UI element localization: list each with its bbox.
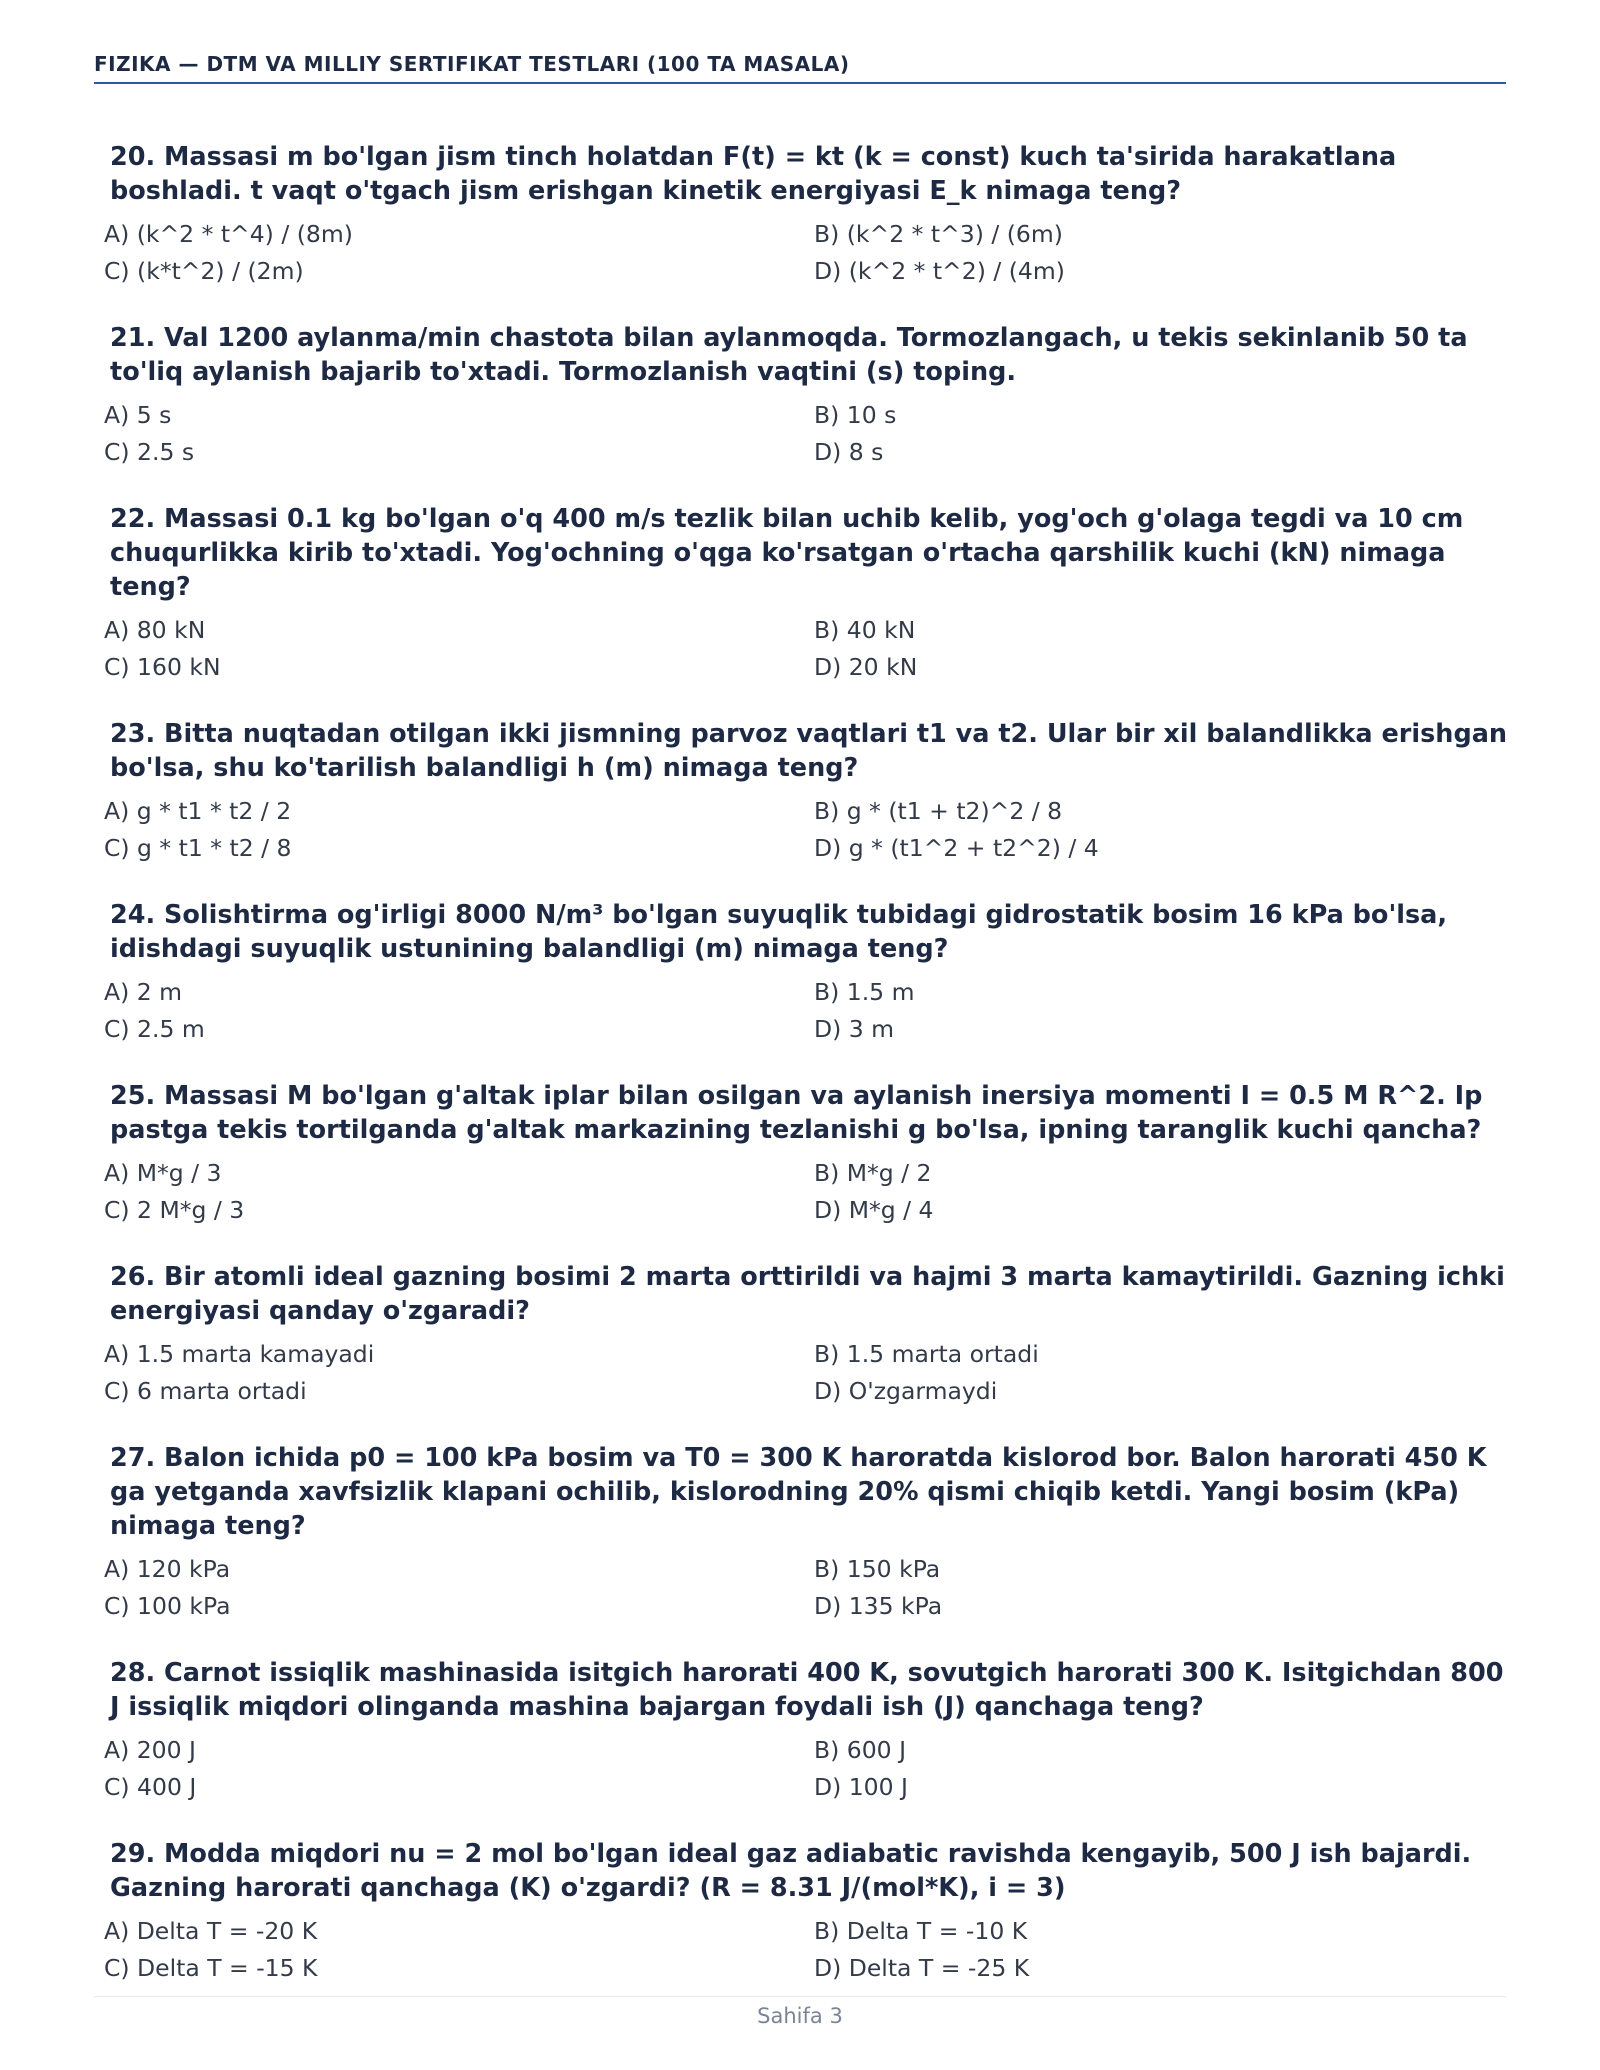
- option-a: A) Delta T = -20 K: [104, 1917, 318, 1945]
- option-d: D) M*g / 4: [814, 1195, 934, 1224]
- option-d: D) 8 s: [814, 437, 884, 466]
- question-text: 23. Bitta nuqtadan otilgan ikki jismning parvoz vaqtlari t1 va t2. Ular bir xil balandlikka erishgan bo'lsa, shu ko'tarilish balandligi h (m) nimaga teng?: [110, 719, 1508, 783]
- option-d: D) 135 kPa: [814, 1591, 943, 1620]
- answer-options: [104, 1551, 1504, 1624]
- option-b: B) 40 kN: [814, 616, 916, 644]
- answer-options: [104, 397, 1504, 470]
- answer-options: [104, 1913, 1504, 1986]
- question-text: 24. Solishtirma og'irligi 8000 N/m³ bo'lgan suyuqlik tubidagi gidrostatik bosim 16 kPa bo'lsa, idishdagi suyuqlik ustunining balandligi (m) nimaga teng?: [110, 900, 1448, 964]
- question-text: 21. Val 1200 aylanma/min chastota bilan aylanmoqda. Tormozlangach, u tekis sekinlanib 50 ta to'liq aylanish bajarib to'xtadi. Tormozlanish vaqtini (s) toping.: [110, 323, 1468, 387]
- question-text: 20. Massasi m bo'lgan jism tinch holatdan F(t) = kt (k = const) kuch ta'sirida harakatlana boshladi. t vaqt o'tgach jism erishgan kinetik energiyasi E_k nimaga teng?: [110, 142, 1397, 206]
- option-b: B) 10 s: [814, 401, 897, 429]
- answer-options: [104, 1732, 1504, 1805]
- footer-divider: [94, 1996, 1506, 1997]
- question-20: [104, 140, 1504, 289]
- option-a: A) 1.5 marta kamayadi: [104, 1340, 375, 1368]
- option-d: D) O'zgarmaydi: [814, 1376, 998, 1405]
- option-d: D) 3 m: [814, 1014, 895, 1043]
- option-c: C) 2.5 s: [104, 437, 195, 466]
- question-26: [104, 1260, 1504, 1409]
- question-text: 29. Modda miqdori nu = 2 mol bo'lgan ideal gaz adiabatic ravishda kengayib, 500 J ish bajardi. Gazning harorati qanchaga (K) o'zgardi? (R = 8.31 J/(mol*K), i = 3): [110, 1839, 1472, 1903]
- question-text: 28. Carnot issiqlik mashinasida isitgich harorati 400 K, sovutgich harorati 300 K. Isitgichdan 800 J issiqlik miqdori olinganda mashina bajargan foydali ish (J) qanchaga teng?: [110, 1658, 1504, 1722]
- option-a: A) 2 m: [104, 978, 183, 1006]
- question-text: 25. Massasi M bo'lgan g'altak iplar bilan osilgan va aylanish inersiya momenti I = 0.5 M R^2. Ip pastga tekis tortilganda g'altak markazining tezlanishi g bo'lsa, ipning taranglik kuchi qancha?: [110, 1081, 1483, 1145]
- answer-options: [104, 793, 1504, 866]
- header-title: FIZIKA — DTM VA MILLIY SERTIFIKAT TESTLARI (100 TA MASALA): [94, 52, 850, 76]
- option-d: D) g * (t1^2 + t2^2) / 4: [814, 833, 1099, 862]
- option-d: D) 100 J: [814, 1772, 908, 1801]
- page-number: Sahifa 3: [757, 2004, 843, 2028]
- option-d: D) 20 kN: [814, 652, 918, 681]
- answer-options: [104, 1155, 1504, 1228]
- option-a: A) (k^2 * t^4) / (8m): [104, 220, 353, 248]
- option-c: C) (k*t^2) / (2m): [104, 256, 304, 285]
- answer-options: [104, 974, 1504, 1047]
- option-b: B) 1.5 marta ortadi: [814, 1340, 1039, 1368]
- option-c: C) 160 kN: [104, 652, 221, 681]
- answer-options: [104, 612, 1504, 685]
- option-a: A) M*g / 3: [104, 1159, 222, 1187]
- question-list: [104, 140, 1508, 2018]
- question-text: 26. Bir atomli ideal gazning bosimi 2 marta orttirildi va hajmi 3 marta kamaytirildi. Gazning ichki energiyasi qanday o'zgaradi?: [110, 1262, 1505, 1326]
- question-text: 27. Balon ichida p0 = 100 kPa bosim va T0 = 300 K haroratda kislorod bor. Balon harorati 450 K ga yetganda xavfsizlik klapani ochilib, kislorodning 20% qismi chiqib ketdi. Yangi bosim (kPa) nimaga teng?: [110, 1443, 1487, 1541]
- option-c: C) 400 J: [104, 1772, 197, 1801]
- question-22: [104, 502, 1504, 685]
- question-27: [104, 1441, 1504, 1624]
- question-21: [104, 321, 1504, 470]
- page-header: [94, 50, 1506, 84]
- option-c: C) 2 M*g / 3: [104, 1195, 245, 1224]
- question-29: [104, 1837, 1504, 1986]
- option-a: A) 120 kPa: [104, 1555, 231, 1583]
- option-a: A) 5 s: [104, 401, 172, 429]
- option-c: C) 2.5 m: [104, 1014, 205, 1043]
- option-a: A) 200 J: [104, 1736, 196, 1764]
- question-25: [104, 1079, 1504, 1228]
- option-b: B) Delta T = -10 K: [814, 1917, 1028, 1945]
- option-c: C) g * t1 * t2 / 8: [104, 833, 292, 862]
- option-d: D) Delta T = -25 K: [814, 1953, 1030, 1982]
- question-23: [104, 717, 1508, 866]
- option-b: B) M*g / 2: [814, 1159, 932, 1187]
- option-b: B) g * (t1 + t2)^2 / 8: [814, 797, 1063, 825]
- option-b: B) 150 kPa: [814, 1555, 941, 1583]
- option-b: B) 1.5 m: [814, 978, 915, 1006]
- option-c: C) Delta T = -15 K: [104, 1953, 318, 1982]
- option-b: B) 600 J: [814, 1736, 907, 1764]
- option-a: A) 80 kN: [104, 616, 206, 644]
- option-a: A) g * t1 * t2 / 2: [104, 797, 292, 825]
- option-d: D) (k^2 * t^2) / (4m): [814, 256, 1065, 285]
- option-c: C) 100 kPa: [104, 1591, 231, 1620]
- question-24: [104, 898, 1504, 1047]
- answer-options: [104, 216, 1504, 289]
- option-b: B) (k^2 * t^3) / (6m): [814, 220, 1063, 248]
- question-28: [104, 1656, 1504, 1805]
- answer-options: [104, 1336, 1504, 1409]
- option-c: C) 6 marta ortadi: [104, 1376, 307, 1405]
- question-text: 22. Massasi 0.1 kg bo'lgan o'q 400 m/s tezlik bilan uchib kelib, yog'och g'olaga tegdi va 10 cm chuqurlikka kirib to'xtadi. Yog'ochning o'qga ko'rsatgan o'rtacha qarshilik kuchi (kN) nimaga teng?: [110, 504, 1464, 602]
